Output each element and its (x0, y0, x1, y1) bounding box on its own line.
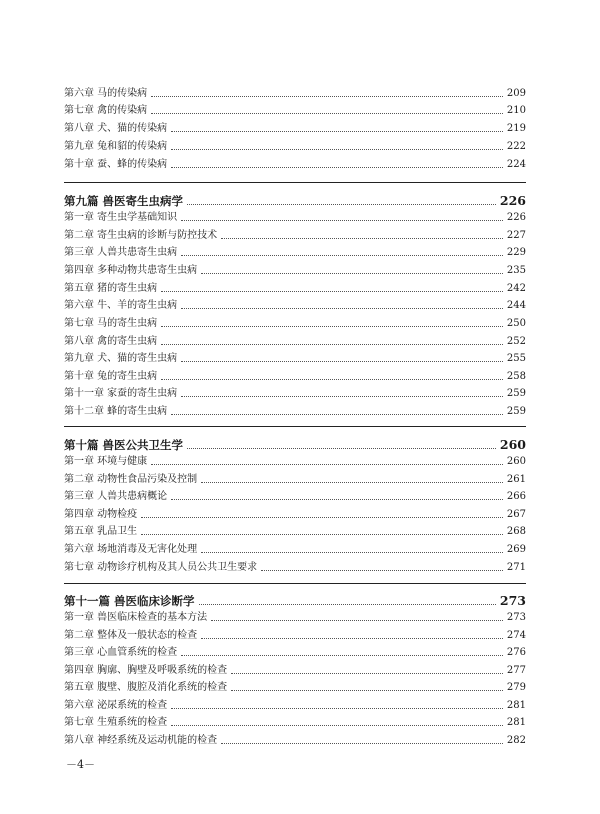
toc-entry[interactable] (64, 452, 526, 468)
entry-title: 第十二章 蜂的寄生虫病 (64, 406, 168, 417)
toc-entry[interactable] (64, 558, 526, 574)
entry-page: 252 (506, 336, 526, 347)
dot-leader (181, 396, 503, 397)
toc-entry[interactable] (64, 487, 526, 503)
toc-entry[interactable] (64, 678, 526, 694)
part-title: 第九篇 兽医寄生虫病学 (64, 194, 184, 208)
entry-title: 第六章 牛、羊的寄生虫病 (64, 300, 178, 311)
toc-entry[interactable] (64, 402, 526, 418)
section-rule (64, 182, 526, 183)
section-rule (64, 426, 526, 427)
toc-entry[interactable] (64, 696, 526, 712)
toc-entry[interactable] (64, 349, 526, 365)
toc-entry[interactable] (64, 137, 526, 153)
toc-entry[interactable] (64, 226, 526, 242)
entry-page: 260 (506, 456, 526, 467)
entry-title: 第二章 动物性食品污染及控制 (64, 474, 198, 485)
entry-title: 第十章 蚕、蜂的传染病 (64, 159, 168, 170)
part-heading[interactable] (64, 190, 526, 208)
entry-page: 279 (506, 682, 526, 693)
dot-leader (171, 708, 503, 709)
entry-page: 226 (506, 212, 526, 223)
dot-leader (201, 482, 503, 483)
dot-leader (231, 690, 503, 691)
entry-page: 271 (506, 562, 526, 573)
part-page: 226 (499, 193, 526, 208)
entry-title: 第六章 泌尿系统的检查 (64, 700, 168, 711)
entry-page: 273 (506, 612, 526, 623)
entry-title: 第八章 犬、猫的传染病 (64, 123, 168, 134)
entry-page: 229 (506, 247, 526, 258)
toc-entry[interactable] (64, 332, 526, 348)
dot-leader (181, 655, 503, 656)
entry-title: 第三章 心血管系统的检查 (64, 647, 178, 658)
entry-page: 277 (506, 665, 526, 676)
dot-leader (151, 113, 503, 114)
entry-page: 267 (506, 509, 526, 520)
entry-title: 第二章 整体及一般状态的检查 (64, 630, 198, 641)
toc-entry[interactable] (64, 522, 526, 538)
entry-title: 第四章 多种动物共患寄生虫病 (64, 265, 198, 276)
dot-leader (171, 131, 503, 132)
dot-leader (231, 673, 503, 674)
dot-leader (181, 255, 503, 256)
entry-title: 第七章 生殖系统的检查 (64, 717, 168, 728)
entry-page: 276 (506, 647, 526, 658)
toc-entry[interactable] (64, 208, 526, 224)
entry-page: 209 (506, 88, 526, 99)
dot-leader (201, 552, 503, 553)
entry-page: 269 (506, 544, 526, 555)
entry-page: 210 (506, 105, 526, 116)
part-heading[interactable] (64, 434, 526, 452)
entry-title: 第一章 环境与健康 (64, 456, 148, 467)
entry-page: 261 (506, 474, 526, 485)
dot-leader (181, 361, 503, 362)
entry-title: 第七章 禽的传染病 (64, 105, 148, 116)
entry-title: 第五章 猪的寄生虫病 (64, 283, 158, 294)
part-page: 260 (499, 437, 526, 452)
toc-entry[interactable] (64, 84, 526, 100)
dot-leader (141, 534, 503, 535)
dot-leader (187, 204, 496, 205)
entry-title: 第一章 寄生虫学基础知识 (64, 212, 178, 223)
entry-page: 235 (506, 265, 526, 276)
dot-leader (181, 308, 503, 309)
entry-page: 282 (506, 735, 526, 746)
dot-leader (161, 344, 503, 345)
page-number: －4－ (66, 758, 95, 771)
entry-page: 224 (506, 159, 526, 170)
section-rule (64, 583, 526, 584)
dot-leader (201, 273, 503, 274)
dot-leader (181, 220, 503, 221)
entry-title: 第五章 腹壁、腹腔及消化系统的检查 (64, 682, 228, 693)
dot-leader (221, 238, 503, 239)
dot-leader (161, 291, 503, 292)
toc-entry[interactable] (64, 314, 526, 330)
entry-title: 第五章 乳品卫生 (64, 526, 138, 537)
toc-entry[interactable] (64, 608, 526, 624)
entry-title: 第十章 兔的寄生虫病 (64, 371, 158, 382)
part-page: 273 (499, 593, 526, 608)
dot-leader (171, 167, 503, 168)
toc-entry[interactable] (64, 119, 526, 135)
toc-entry[interactable] (64, 243, 526, 259)
entry-page: 242 (506, 283, 526, 294)
toc-entry[interactable] (64, 661, 526, 677)
entry-title: 第四章 动物检疫 (64, 509, 138, 520)
toc-entry[interactable] (64, 470, 526, 486)
entry-page: 281 (506, 717, 526, 728)
entry-title: 第一章 兽医临床检查的基本方法 (64, 612, 208, 623)
dot-leader (261, 570, 503, 571)
toc-entry[interactable] (64, 540, 526, 556)
entry-page: 259 (506, 388, 526, 399)
toc-entry[interactable] (64, 384, 526, 400)
entry-page: 281 (506, 700, 526, 711)
entry-title: 第三章 人兽共患寄生虫病 (64, 247, 178, 258)
dot-leader (211, 620, 503, 621)
entry-page: 222 (506, 141, 526, 152)
entry-page: 255 (506, 353, 526, 364)
entry-title: 第六章 场地消毒及无害化处理 (64, 544, 198, 555)
toc-entry[interactable] (64, 367, 526, 383)
dot-leader (171, 725, 503, 726)
dot-leader (221, 743, 503, 744)
toc-entry[interactable] (64, 643, 526, 659)
entry-page: 268 (506, 526, 526, 537)
entry-title: 第四章 胸廓、胸壁及呼吸系统的检查 (64, 665, 228, 676)
dot-leader (171, 149, 503, 150)
entry-title: 第十一章 家蚕的寄生虫病 (64, 388, 178, 399)
entry-title: 第七章 马的寄生虫病 (64, 318, 158, 329)
entry-page: 227 (506, 230, 526, 241)
dot-leader (161, 326, 503, 327)
dot-leader (151, 464, 503, 465)
entry-page: 250 (506, 318, 526, 329)
toc-entry[interactable] (64, 505, 526, 521)
entry-title: 第八章 神经系统及运动机能的检查 (64, 735, 218, 746)
toc-entry[interactable] (64, 261, 526, 277)
toc-entry[interactable] (64, 279, 526, 295)
toc-entry[interactable] (64, 155, 526, 171)
entry-title: 第八章 禽的寄生虫病 (64, 336, 158, 347)
dot-leader (151, 96, 503, 97)
dot-leader (171, 414, 503, 415)
part-title: 第十一篇 兽医临床诊断学 (64, 594, 195, 608)
toc-entry[interactable] (64, 713, 526, 729)
toc-entry[interactable] (64, 101, 526, 117)
entry-title: 第三章 人兽共患病概论 (64, 491, 168, 502)
entry-page: 244 (506, 300, 526, 311)
entry-title: 第九章 犬、猫的寄生虫病 (64, 353, 178, 364)
entry-page: 266 (506, 491, 526, 502)
toc-entry[interactable] (64, 731, 526, 747)
part-heading[interactable] (64, 590, 526, 608)
entry-page: 259 (506, 406, 526, 417)
dot-leader (161, 379, 503, 380)
entry-page: 274 (506, 630, 526, 641)
part-title: 第十篇 兽医公共卫生学 (64, 438, 184, 452)
dot-leader (141, 517, 503, 518)
entry-title: 第九章 兔和貂的传染病 (64, 141, 168, 152)
dot-leader (171, 499, 503, 500)
toc-entry[interactable] (64, 296, 526, 312)
entry-title: 第六章 马的传染病 (64, 88, 148, 99)
dot-leader (199, 604, 496, 605)
entry-title: 第七章 动物诊疗机构及其人员公共卫生要求 (64, 562, 258, 573)
entry-title: 第二章 寄生虫病的诊断与防控技术 (64, 230, 218, 241)
toc-entry[interactable] (64, 626, 526, 642)
entry-page: 258 (506, 371, 526, 382)
entry-page: 219 (506, 123, 526, 134)
dot-leader (187, 448, 496, 449)
dot-leader (201, 638, 503, 639)
